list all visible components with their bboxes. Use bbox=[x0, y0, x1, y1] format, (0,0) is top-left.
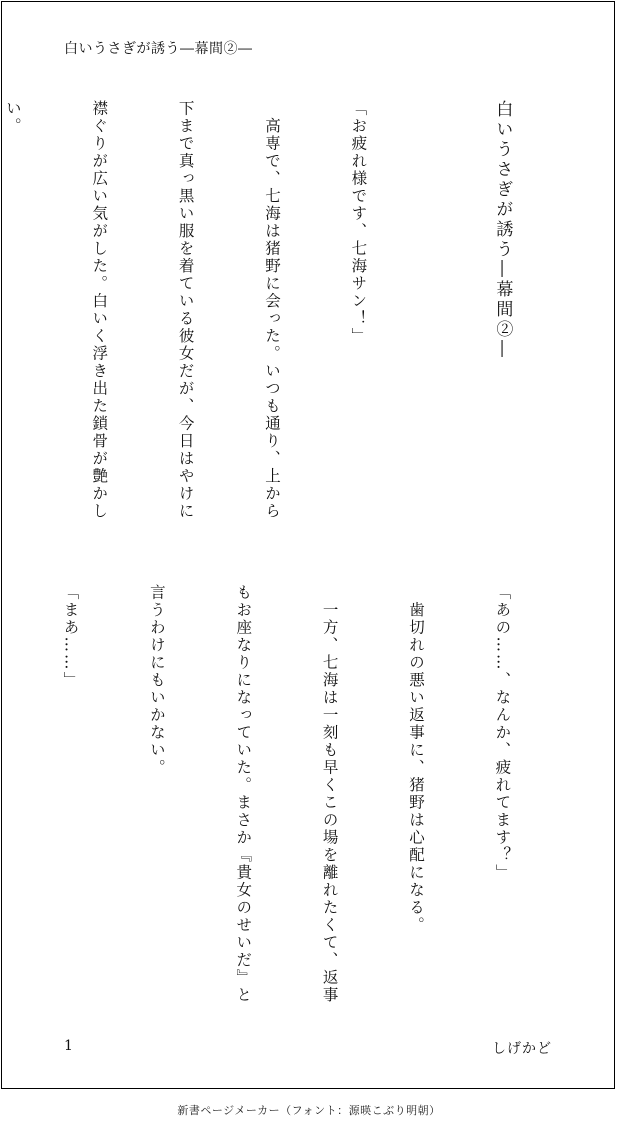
running-title: 白いうさぎが誘う―幕間②― bbox=[64, 41, 253, 57]
author-name: しげかど bbox=[492, 1041, 552, 1057]
generator-credit: 新書ページメーカー（フォント：源暎こぶり明朝） bbox=[177, 1104, 441, 1117]
chapter-title: 白いうさぎが誘う―幕間②― bbox=[492, 100, 513, 360]
text-line: 言うわけにもいかない。 bbox=[147, 584, 166, 777]
text-line: もお座なりになっていた。まさか『貴女のせいだ』と bbox=[234, 584, 253, 1004]
text-line: 襟ぐりが広い気がした。白いく浮き出た鎖骨が艶かし bbox=[90, 100, 109, 520]
text-line: 一方、七海は一刻も早くこの場を離れたくて、返事 bbox=[320, 584, 339, 1004]
text-line: 「あの……、なんか、疲れてます？」 bbox=[493, 584, 512, 882]
text-block-top bbox=[0, 100, 574, 540]
text-line: 「まあ……」 bbox=[61, 584, 80, 689]
text-line: 高専で、七海は猪野に会った。いつも通り、上から bbox=[263, 100, 282, 520]
text-line: 「お疲れ様です、七海サン！」 bbox=[349, 100, 368, 345]
book-page bbox=[1, 1, 615, 1089]
text-block-bottom bbox=[0, 584, 574, 1004]
page-number: 1 bbox=[64, 1038, 73, 1054]
text-line: 歯切れの悪い返事に、猪野は心配になる。 bbox=[407, 584, 426, 934]
text-line: 下まで真っ黒い服を着ている彼女だが、今日はやけに bbox=[176, 100, 195, 520]
text-line: い。 bbox=[3, 100, 22, 135]
